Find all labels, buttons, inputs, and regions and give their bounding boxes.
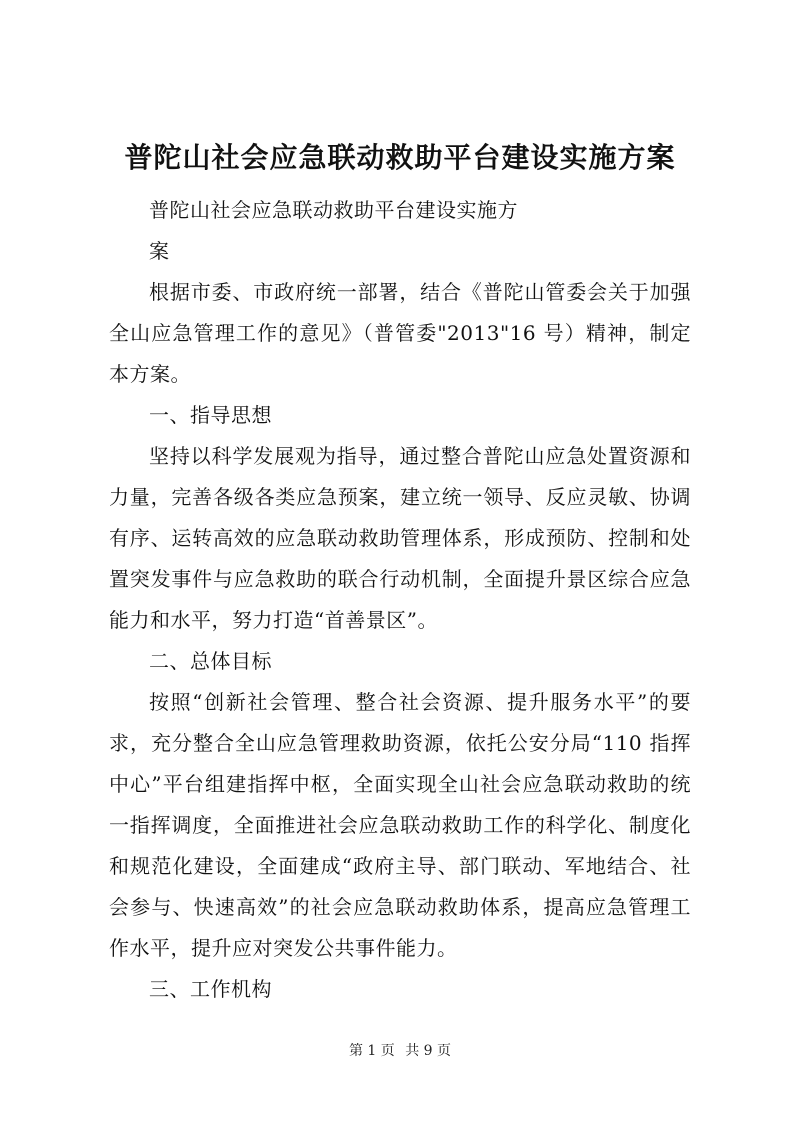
paragraph-overall-goal: 按照“创新社会管理、整合社会资源、提升服务水平”的要求，充分整合全山应急管理救助资源，依托公安分局“110 指挥中心”平台组建指挥中枢，全面实现全山社会应急联动救助的统一指挥调度，全面推进社会应急联动救助工作的科学化、制度化和规范化建设，全面建成“政府主导、部门联动、军地结合、社会参与、快速高效”的社会应急联动救助体系，提高应急管理工作水平，提升应对突发公共事件能力。 xyxy=(109,690,691,960)
section-heading-overall-goal: 二、总体目标 xyxy=(149,649,272,673)
page-number: 第 1 页 xyxy=(348,1043,395,1059)
paragraph-guiding-ideology: 坚持以科学发展观为指导，通过整合普陀山应急处置资源和力量，完善各级各类应急预案，建立统一领导、反应灵敏、协调有序、运转高效的应急联动救助管理体系，形成预防、控制和处置突发事件与应急救助的联合行动机制，全面提升景区综合应急能力和水平，努力打造“首善景区”。 xyxy=(109,444,691,632)
document-body xyxy=(109,190,691,1010)
page-footer xyxy=(0,1041,800,1061)
paragraph-title-line-1: 普陀山社会应急联动救助平台建设实施方 xyxy=(149,198,518,222)
section-heading-guiding-ideology: 一、指导思想 xyxy=(149,403,272,427)
page-total: 共 9 页 xyxy=(405,1043,452,1059)
section-heading-work-organization: 三、工作机构 xyxy=(149,977,272,1001)
document-title: 普陀山社会应急联动救助平台建设实施方案 xyxy=(124,141,676,174)
paragraph-intro: 根据市委、市政府统一部署，结合《普陀山管委会关于加强全山应急管理工作的意见》（普管委"2013"16 号）精神，制定本方案。 xyxy=(109,280,691,386)
paragraph-title-line-2: 案 xyxy=(149,239,170,263)
